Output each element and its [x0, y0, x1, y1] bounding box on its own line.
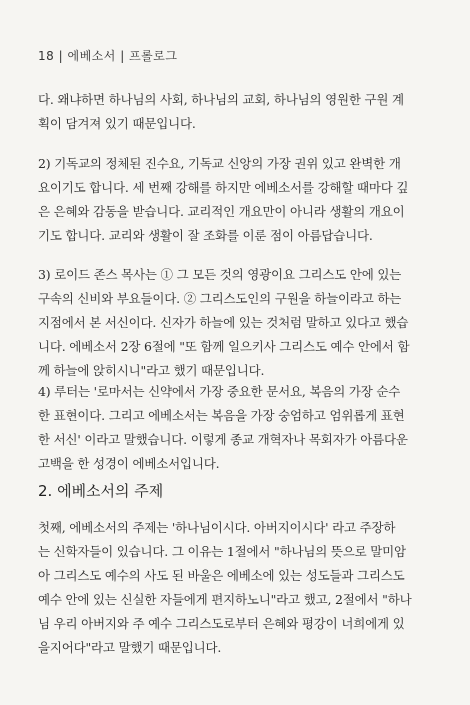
- running-header: [38, 47, 177, 64]
- text-line: 3) 로이드 존스 목사는 ① 그 모든 것의 영광이요 그리스도 안에 있는: [38, 267, 402, 282]
- text-line: 구속의 신비와 부요들이다. ② 그리스도인의 구원을 하늘이라고 하는: [38, 291, 402, 306]
- text-line: 예수 안에 있는 신실한 자들에게 편지하노니"라고 했고, 2절에서 "하나: [38, 592, 412, 607]
- paragraph-intro-continuation: [38, 88, 433, 136]
- section-heading: 2. 에베소서의 주제: [38, 482, 164, 500]
- text-line: 니다. 에베소서 2장 6절에 "또 함께 일으키사 그리스도 예수 안에서 함: [38, 339, 410, 354]
- text-line: 한 표현이다. 그리고 에베소서는 복음을 가장 숭엄하고 엄위롭게 표현: [38, 408, 405, 423]
- text-line: 는 신학자들이 있습니다. 그 이유는 1절에서 "하나님의 뜻으로 말미암: [38, 544, 406, 559]
- page-number: 18: [38, 49, 55, 63]
- text-line: 을지어다"라고 말했기 때문입니다.: [38, 640, 222, 655]
- text-line: 다. 왜냐하면 하나님의 사회, 하나님의 교회, 하나님의 영원한 구원 계: [38, 92, 404, 107]
- text-line: 한 서신' 이라고 말했습니다. 이렇게 종교 개혁자나 목회자가 아름다운: [38, 432, 408, 447]
- paragraph-point-4: [38, 380, 433, 476]
- chapter-title: 프롤로그: [129, 49, 178, 63]
- paragraph-point-2: [38, 152, 433, 248]
- text-line: 4) 루터는 '로마서는 신약에서 가장 중요한 문서요, 복음의 가장 순수: [38, 384, 401, 399]
- text-line: 은 은혜와 감동을 받습니다. 교리적인 개요만이 아니라 생활의 개요이: [38, 204, 405, 219]
- text-line: 요이기도 합니다. 세 번째 강해를 하지만 에베소서를 강해할 때마다 깊: [38, 180, 409, 195]
- header-separator: |: [58, 49, 64, 63]
- text-line: 지점에서 본 서신이다. 신자가 하늘에 있는 것처럼 말하고 있다고 했습: [38, 315, 409, 330]
- text-line: 님 우리 아버지와 주 예수 그리스도로부터 은혜와 평강이 너희에게 있: [38, 616, 405, 631]
- text-line: 께 하늘에 앉히시니"라고 했기 때문입니다.: [38, 363, 265, 378]
- text-line: 2) 기독교의 정체된 진수요, 기독교 신앙의 가장 권위 있고 완벽한 개: [38, 156, 401, 171]
- text-line: 기도 합니다. 교리와 생활이 잘 조화를 이룬 점이 아름답습니다.: [38, 228, 373, 243]
- book-title: 에베소서: [67, 49, 116, 63]
- text-line: 획이 담겨져 있기 때문입니다.: [38, 116, 196, 131]
- header-separator: |: [120, 49, 125, 63]
- text-line: 첫째, 에베소서의 주제는 '하나님이시다. 아버지이시다' 라고 주장하: [38, 520, 396, 535]
- paragraph-theme-first: [38, 516, 433, 660]
- paragraph-point-3: [38, 263, 433, 383]
- text-line: 아 그리스도 예수의 사도 된 바울은 에베소에 있는 성도들과 그리스도: [38, 568, 405, 583]
- text-line: 고백을 한 성경이 에베소서입니다.: [38, 456, 220, 471]
